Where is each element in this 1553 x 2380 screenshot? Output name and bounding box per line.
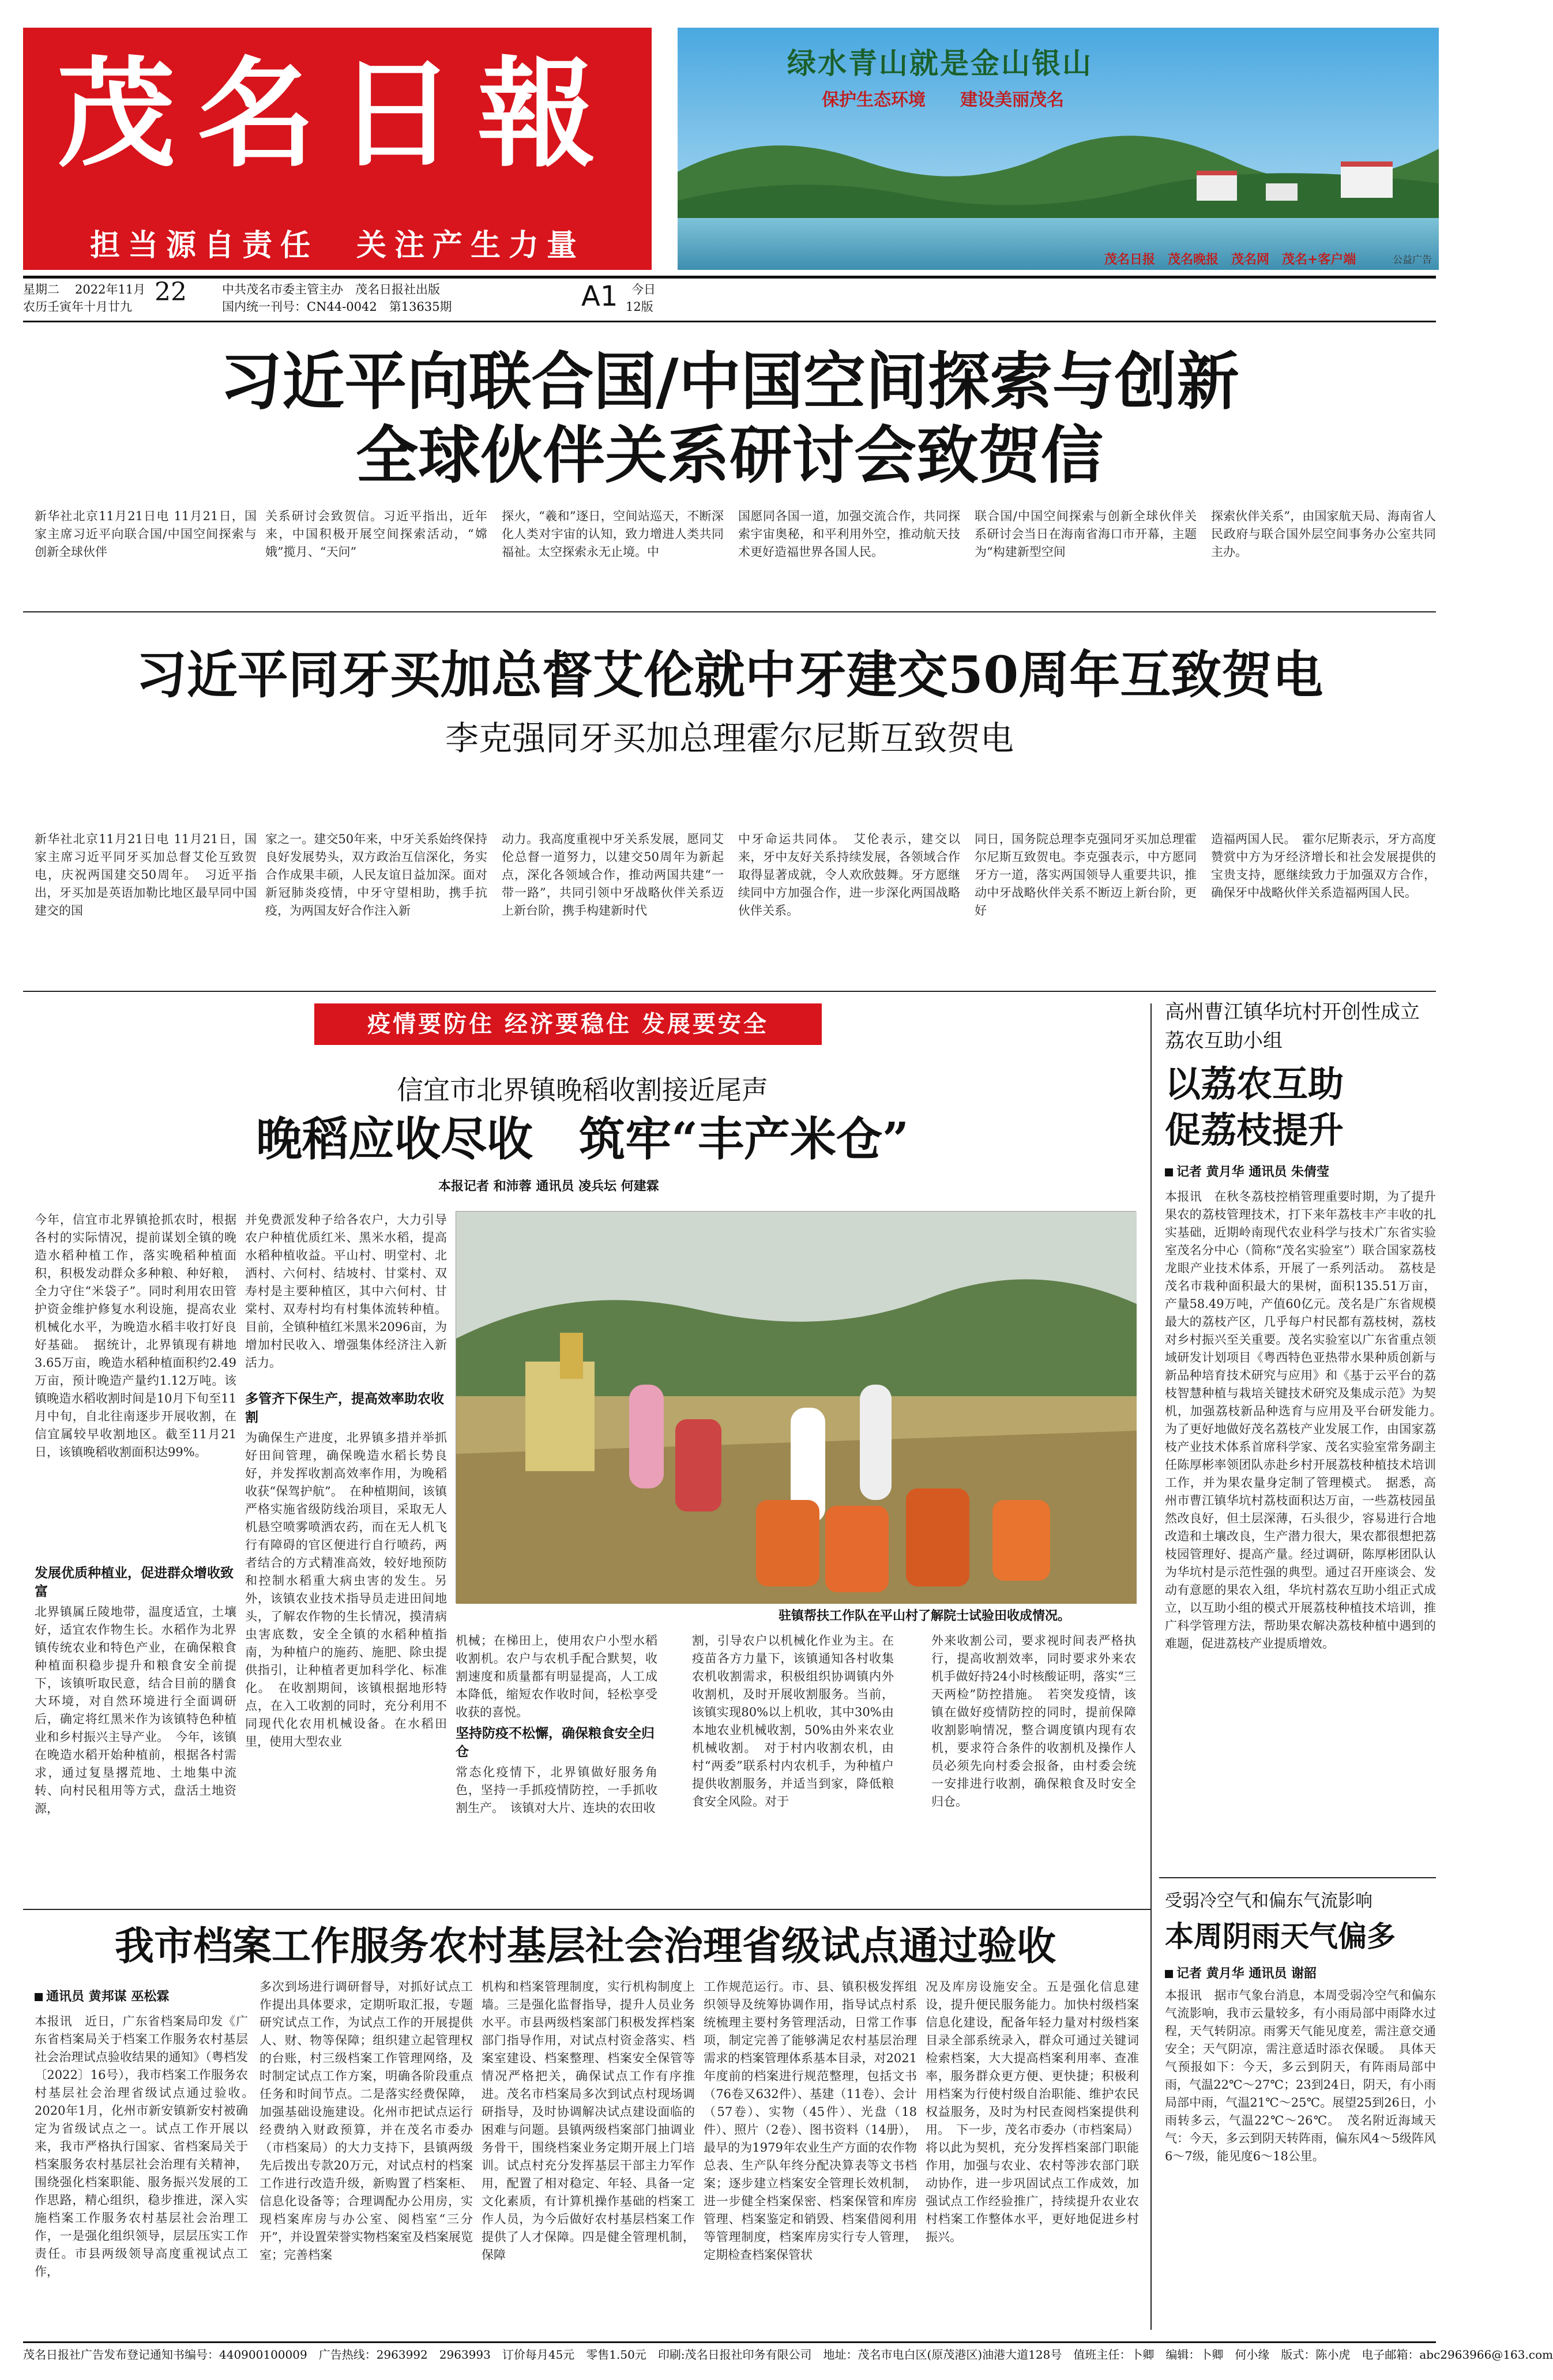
divider (23, 1909, 1150, 1910)
story3-col5: 外来收割公司，要求视时间表严格执行，提高收割效率，同时要求外来农机手做好持24小时核酸证明，落实“三天两检”防控措施。 若突发疫情，该镇在做好疫情防控的同时，提前保障收割影响情况，整合调度镇内现有农机，要求符合条件的收割机及操作人员必须先向村委会报备，由村委会统一安排进行收割，确保粮食及时安全归仓。 (931, 1634, 1136, 1809)
story3-subhead1: 发展优质种植业，促进群众增收致富 (35, 1565, 234, 1599)
story4-kicker: 高州曹江镇华坑村开创性成立荔农互助小组 (1165, 1001, 1420, 1052)
public-service-ad (678, 28, 1439, 270)
story2-col6: 造福两国人民。 霍尔尼斯表示，牙方高度赞赏中方为牙经济增长和社会发展提供的宝贵支持，愿继续致力于加强双方合作，确保牙中战略伙伴关系造福两国人民。 (1211, 832, 1436, 900)
ad-headline: 绿水青山就是金山银山 (787, 46, 1093, 80)
story3-subhead2: 多管齐下保生产，提高效率助农收割 (245, 1391, 444, 1425)
slogan: 担当源自责任 关注产生力量 (89, 228, 585, 263)
story5-col4: 工作规范运行。市、县、镇积极发挥组织领导及统筹协调作用，指导试点村系统梳理主要村务管理活动，日常工作事项，制定完善了能够满足农村基层治理需求的档案管理体系基本目录，对2021年度前的档案进行规范整理，包括文书（76卷又632件）、基建（11卷）、会计（57卷）、实物（45件）、光盘（18件）、照片（2卷）、图书资料（14册），最早的为1979年农业生产方面的农作物总表、生产队年终分配决算表等文书档案；逐步建立档案安全管理长效机制，进一步健全档案保密、档案保管和库房管理、档案鉴定和销毁、档案借阅利用等管理制度，档案库房实行专人管理，定期检查档案保管状 (704, 1980, 917, 2262)
story3-col3b: 常态化疫情下，北界镇做好服务角色，坚持一手抓疫情防控，一手抓收割生产。 该镇对大片、连块的农田收 (456, 1765, 657, 1815)
byline-marker (1165, 1168, 1173, 1176)
story2-headline: 习近平同牙买加总督艾伦就中牙建交50周年互致贺电 (136, 645, 1323, 705)
story2-subheadline: 李克强同牙买加总理霍尔尼斯互致贺电 (445, 719, 1014, 758)
ad-partners: 茂名日报 茂名晚报 茂名网 茂名+客户端 (1104, 252, 1356, 267)
story1-col6: 探索伙伴关系”，由国家航天局、海南省人民政府与联合国外层空间事务办公室共同主办。 (1211, 509, 1436, 559)
story1-col2: 关系研讨会致贺信。习近平指出，近年来，中国积极开展空间探索活动，“嫦娥”揽月、“天问” (265, 509, 487, 559)
story6-byline-row (1165, 1964, 1436, 1982)
story5-col2: 多次到场进行调研督导，对抓好试点工作提出具体要求，定期听取汇报，专题研究试点工作，为试点工作的开展提供人、财、物等保障；组织建立起管理权的台账，村三级档案工作管理网络，及时制定试点工作方案，明确各阶段重点任务和时间节点。二是落实经费保障，加强基础设施建设。化州市把试点运行经费纳入财政预算，并在茂名市委办（市档案局）的大力支持下，县镇两级先后拨出专款20万元，对试点村的档案工作进行改造升级，新购置了档案柜、信息化设备等；合理调配办公用房，实现档案库房与办公室、阅档室“三分开”，并设置荣誉实物档案室及档案展览室；完善档案 (260, 1980, 473, 2262)
story5-col5: 况及库房设施安全。五是强化信息建设，提升便民服务能力。加快村级档案信息化建设，配备年轻力量对村级档案目录全部系统录入，群众可通过关键词检索档案，大大提高档案利用率、查准率，服务群众更方便、更快捷；积极利用档案为行使村级自治职能、维护农民权益服务，及时为村民查阅档案提供利用。 下一步，茂名市委办（市档案局）将以此为契机，充分发挥档案部门职能作用，加强与农业、农村等涉农部门联动协作，进一步巩固试点工作成效，加强试点工作经验推广，持续提升农业农村档案工作整体水平，更好地促进乡村振兴。 (926, 1980, 1139, 2244)
issue-date: 2022年11月 (75, 283, 146, 296)
story1-col1: 新华社北京11月21日电 11月21日，国家主席习近平向联合国/中国空间探索与创新全球伙伴 (35, 509, 257, 559)
story2-col4: 中牙命运共同体。 艾伦表示，建交以来，牙中友好关系持续发展，各领域合作取得显著成就，令人欢欣鼓舞。牙方愿继续同中方加强合作，进一步深化两国战略伙伴关系。 (738, 832, 960, 918)
story3-col4: 割，引导农户以机械化作业为主。在疫苗各方力量下，该镇通知各村收集农机收割需求，积极组织协调镇内外收割机，及时开展收割服务。当前，该镇实现80%以上机收，其中30%由本地农业机械收割，50%由外来农业机械收割。 对于村内收割农机，由村“两委”联系村内农机手，为种植户提供收割服务，并适当到家，降低粮食安全风险。对于 (692, 1634, 894, 1809)
photo-caption: 驻镇帮扶工作队在平山村了解院士试验田收成情况。 (779, 1608, 1071, 1623)
story4-byline: 记者 黄月华 通讯员 朱倩莹 (1176, 1164, 1329, 1179)
story3-col3: 机械；在梯田上，使用农户小型水稻收割机。农户与农机手配合默契，收割速度和质量都有明显提高，人工成本降低，缩短农作收时间，轻松享受收获的喜悦。 (456, 1634, 657, 1719)
story3-subhead3: 坚持防疫不松懈，确保粮食安全归仓 (456, 1725, 655, 1759)
story2-col2: 家之一。建交50年来，中牙关系始终保持良好发展势头，双方政治互信深化，务实合作成果丰硕，人民友谊日益加深。面对新冠肺炎疫情，中牙守望相助，携手抗疫，为两国友好合作注入新 (265, 832, 487, 918)
story5-headline: 我市档案工作服务农村基层社会治理省级试点通过验收 (114, 1923, 1056, 1969)
header-rule (23, 276, 1436, 279)
story3-col1: 今年，信宜市北界镇抢抓农时，根据各村的实际情况，提前谋划全镇的晚造水稻种植工作，落实晚稻种植面积，积极发动群众多种粮、种好粮，全力守住“米袋子”。同时利用农田管护资金维护修复水利设施，提高农业机械化水平，为晚造水稻丰收打好良好基础。 据统计，北界镇现有耕地3.65万亩，晚造水稻种植面积约2.49万亩，预计晚造产量约1.12万吨。该镇晚造水稻收割时间是10月下旬至11月中旬，自北往南逐步开展收割，在信宜属较早收割地区。截至11月21日，该镇晚稻收割面积达99%。 (35, 1213, 236, 1459)
divider (23, 991, 1436, 992)
story3-col1b: 北界镇属丘陵地带，温度适宜，土壤好，适宜农作物生长。水稻作为北界镇传统农业和特色产业，在确保粮食种植面积稳步提升和粮食安全前提下，该镇听取民意，结合目前的膳食大环境，对自然环境进行全面调研后，确定将红黑米作为该镇特色种植业和乡村振兴主导产业。 今年，该镇在晚造水稻开始种植前，根据各村需求，通过复垦撂荒地、土地集中流转、向村民租用等方式，盘活土地资源， (35, 1605, 236, 1815)
story2-col1: 新华社北京11月21日电 11月21日，国家主席习近平同牙买加总督艾伦互致贺电，庆祝两国建交50周年。 习近平指出，牙买加是英语加勒比地区最早同中国建交的国 (35, 832, 257, 918)
story2-col3: 动力。我高度重视中牙关系发展，愿同艾伦总督一道努力，以建交50周年为新起点，深化各领域合作，推动两国共建“一带一路”，共同引领中牙战略伙伴关系迈上新台阶，携手构建新时代 (502, 832, 724, 918)
story4-headline-line1: 以荔农互助 (1165, 1063, 1344, 1105)
masthead (23, 28, 652, 270)
publisher: 中共茂名市委主管主办 茂名日报社出版 (222, 283, 440, 296)
byline-marker (35, 1993, 43, 2001)
campaign-banner: 疫情要防住 经济要稳住 发展要安全 (314, 1003, 822, 1045)
story1-headline-line2: 全球伙伴关系研讨会致贺信 (355, 419, 1103, 492)
page-number: A1 (581, 280, 618, 313)
issue-day: 22 (155, 277, 187, 307)
story6-body: 本报讯 据市气象台消息，本周受弱冷空气和偏东气流影响，我市云量较多，有小雨局部中雨降水过程，天气转阴凉。雨雾天气能见度差，需注意交通安全；天气阴凉，需注意适时添衣保暖。 具体天气预报如下：今天，多云到阴天，有阵雨局部中雨，气温22℃～27℃；23到24日，阴天，有小雨局部中雨，气温21℃～25℃。展望25到26日，小雨转多云，气温22℃～26℃。 茂名附近海域天气：今天，多云到阴天转阵雨，偏东风4～5级阵风6～7级，能见度6～18公里。 (1165, 1988, 1436, 2163)
ad-subtitle: 保护生态环境 建设美丽茂名 (822, 90, 1064, 110)
divider (1159, 1877, 1436, 1878)
today-label: 今日 (631, 283, 656, 296)
story4-headline-line2: 促荔枝提升 (1165, 1109, 1344, 1151)
story6-headline: 本周阴雨天气偏多 (1165, 1919, 1396, 1953)
harvest-photo (456, 1211, 1136, 1603)
story3-headline: 晚稻应收尽收 筑牢“丰产米仓” (255, 1112, 909, 1166)
story5-byline-row (35, 1987, 169, 2005)
imprint-footer: 茂名日报社广告发布登记通知书编号：440900100009 广告热线：2963992 2963993 订价每月45元 零售1.50元 印刷:茂名日报社印务有限公司 地址：茂名市电白区(原茂港区)油港大道128号 值班主任：卜卿 编辑：卜卿 何小缘 版式：陈小虎 电子邮箱：abc2963966@163.com (23, 2341, 1436, 2364)
story1-col4: 国愿同各国一道，加强交流合作，共同探索宇宙奥秘，和平利用外空，推动航天技术更好造福世界各国人民。 (738, 509, 960, 559)
story6-byline: 记者 黄月华 通讯员 谢韶 (1176, 1966, 1317, 1981)
story6-kicker: 受弱冷空气和偏东气流影响 (1165, 1891, 1372, 1911)
story5-col3: 机构和档案管理制度，实行机构制度上墙。三是强化监督指导，提升人员业务水平。市县两级档案部门积极发挥档案部门指导作用，对试点村资金落实、档案室建设、档案整理、档案安全保管等情况严格把关，确保试点工作有序推进。茂名市档案局多次到试点村现场调研指导，及时协调解决试点建设面临的困难与问题。县镇两级档案部门抽调业务骨干，围绕档案业务定期开展上门培训。试点村充分发挥基层干部主力军作用，配置了相对稳定、年轻、具备一定文化素质，有计算机操作基础的档案工作人员，为今后做好农村基层档案工作提供了人才保障。四是健全管理机制，保障 (482, 1980, 695, 2262)
column-divider (1150, 1003, 1152, 2330)
story3-col2a: 并免费派发种子给各农户，大力引导农户种植优质红米、黑米水稻，提高水稻种植收益。平山村、明堂村、北洒村、六何村、结坡村、甘棠村、双寿村是主要种植区，其中六何村、甘棠村、双寿村均有村集体流转种植。目前，全镇种植红米黑米2096亩，为增加村民收入、增强集体经济注入新活力。 (245, 1213, 447, 1370)
story3-col2b: 为确保生产进度，北界镇多措并举抓好田间管理，确保晚造水稻长势良好，并发挥收割高效率作用，为晚稻收获“保驾护航”。 在种植期间，该镇严格实施省级防线治项目，采取无人机悬空喷雾喷洒农药，而在无人机飞行有障碍的官区便进行自行喷药，两者结合的方式精准高效，较好地预防和控制水稻重大病虫害的发生。另外，该镇农业技术指导员走进田间地头，了解农作物的生长情况，摸清病虫害底数，安全全镇的水稻种植指南，为种植户的施药、施肥、除虫提供指引，让种植者更加科学化、标准化。 在收割期间，该镇根据地形特点，在入工收割的同时，充分利用不同现代化农用机械设备。在水稻田里，使用大型农业 (245, 1431, 447, 1749)
lunar-date: 农历壬寅年十月廿九 (23, 300, 132, 314)
story1-headline-line1: 习近平向联合国/中国空间探索与创新 (220, 345, 1239, 418)
header-bottom-rule (23, 321, 1436, 322)
story1-col3: 探火，“羲和”逐日，空间站巡天，不断深化人类对宇宙的认知，致力增进人类共同福祉。太空探索永无止境。中 (502, 509, 724, 559)
story3-byline: 本报记者 和沛蓉 通讯员 凌兵坛 何建霖 (438, 1179, 659, 1194)
page-count: 12版 (626, 300, 653, 314)
divider (23, 611, 1436, 612)
story2-col5: 同日，国务院总理李克强同牙买加总理霍尔尼斯互致贺电。李克强表示，中方愿同牙方一道，落实两国领导人重要共识，推动中牙战略伙伴关系不断迈上新台阶，更好 (975, 832, 1197, 918)
story5-col1: 本报讯 近日，广东省档案局印发《广东省档案局关于档案工作服务农村基层社会治理试点验收结果的通知》（粤档发〔2022〕16号），我市档案工作服务农村基层社会治理省级试点通过验收。 2020年1月，化州市新安镇新安村被确定为省级试点之一。试点工作开展以来，我市严格执行国家、省档案局关于档案服务农村基层社会治理有关精神，围绕强化档案职能、服务振兴发展的工作思路，精心组织，稳步推进，深入实施档案工作服务农村基层社会治理工作，一是强化组织领导，层层压实工作责任。市县两级领导高度重视试点工作， (35, 2014, 260, 2279)
harvest-scene-illustration (456, 1212, 1137, 1604)
story5-byline: 通讯员 黄邦谋 巫松霖 (46, 1989, 170, 2004)
story1-col5: 联合国/中国空间探索与创新全球伙伴关系研讨会当日在海南省海口市开幕，主题为“构建新型空间 (975, 509, 1197, 559)
newspaper-title: 茂名日報 (57, 45, 618, 183)
cn-number: 国内统一刊号：CN44-0042 第13635期 (222, 300, 452, 314)
weekday: 星期二 (23, 283, 59, 296)
story3-kicker: 信宜市北界镇晚稻收割接近尾声 (397, 1074, 768, 1106)
story4-body: 本报讯 在秋冬荔枝控梢管理重要时期，为了提升果农的荔枝管理技术，打下来年荔枝丰产丰收的扎实基础，近期岭南现代农业科学与技术广东省实验室茂名分中心（简称“茂名实验室”）联合国家荔枝龙眼产业技术体系，开展了一系列活动。 荔枝是茂名市栽种面积最大的果树，面积135.51万亩，产量58.49万吨，产值60亿元。茂名是广东省规模最大的荔枝产区，几乎每户村民都有荔枝树，荔枝对乡村振兴至关重要。茂名实验室以广东省重点领域研发计划项目《粤西特色亚热带水果种质创新与新品种培育技术研究与应用》和《基于云平台的荔枝智慧种植与栽培关键技术研究及集成示范》为契机，加强荔枝新品种选育与应用及平台研发能力。 为了更好地做好茂名荔枝产业发展工作，由国家荔枝产业技术体系首席科学家、茂名实验室常务副主任陈厚彬率领团队赤赴乡村开展荔枝种植技术培训工作，并为果农量身定制了管理模式。 据悉，高州市曹江镇华坑村荔枝面积达万亩，一些荔枝园虽然改良好，但土层深薄，石头很少，容易进行合地改造和土壤改良，生产潜力很大，果农都很想把荔枝园管理好、提高产量。经过调研，陈厚彬团队认为华坑村是示范性强的典型。通过召开座谈会、发动有意愿的果农入组，华坑村荔农互助小组正式成立，以互助小组的模式开展荔枝种植技术培训，推广科学管理方法，帮助果农解决荔枝种植中遇到的难题，促进荔枝产业提质增效。 (1165, 1190, 1448, 1650)
date-bar (23, 277, 1436, 317)
ad-label: 公益广告 (1393, 254, 1432, 266)
byline-marker (1165, 1970, 1173, 1978)
story4-byline-row (1165, 1162, 1436, 1180)
